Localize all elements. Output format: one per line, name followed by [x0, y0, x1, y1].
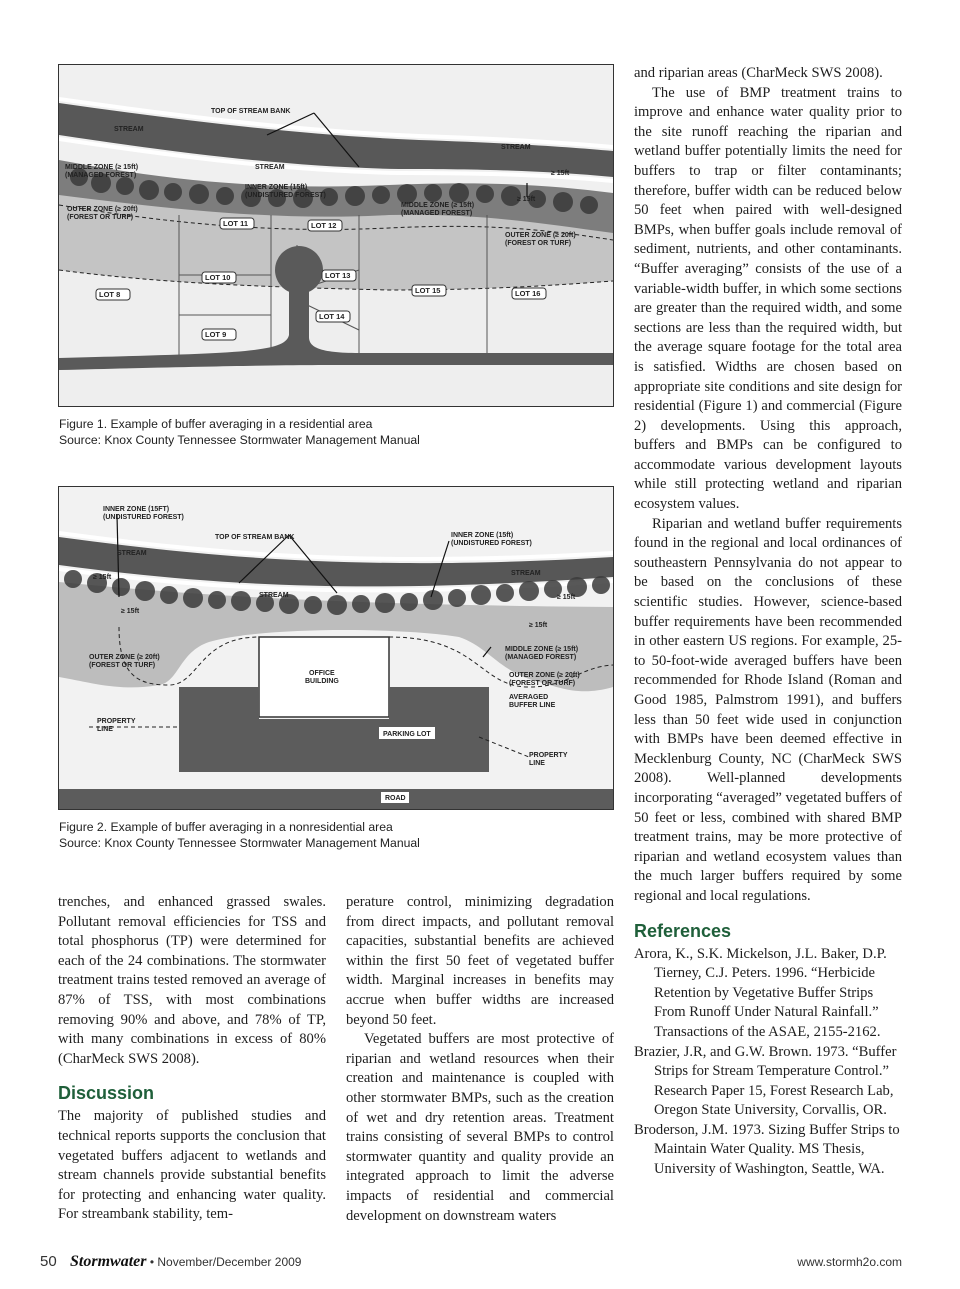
reference-item: Arora, K., S.K. Mickelson, J.L. Baker, D.P. Tierney, C.J. Peters. 1996. “Herbicide Retention by Vegetative Buffer Strips From Runoff Under Natural Rainfall.” Transactions of the ASAE, 2155-2162. [634, 945, 887, 1040]
fig1-stream-label: STREAM [255, 164, 285, 171]
middle-column-paragraph: perature control, minimizing degradation from direct impacts, and pollutant removal capacities, substantial benefits are achieved within the first 50 feet of vegetated buffer width. Marginal increases in benefits may accrue when buffer widths are increased beyond 50 feet. [346, 894, 614, 1028]
fig1-dimension-label: ≥ 15ft [517, 196, 536, 203]
right-column-paragraph: and riparian areas (CharMeck SWS 2008). [634, 65, 883, 81]
lot-label: LOT 14 [319, 312, 345, 321]
fig2-dimension-label: ≥ 15ft [557, 594, 576, 601]
figure-1-caption [59, 416, 613, 448]
left-column [58, 893, 326, 1225]
figure-1 [58, 64, 614, 407]
fig2-averaged-buffer-label: AVERAGED [509, 694, 549, 701]
fig1-outer-zone-right-label-2: (FOREST OR TURF) [505, 240, 572, 247]
lot-label: LOT 12 [311, 221, 337, 230]
references-heading: References [634, 920, 732, 941]
middle-column-paragraph: Vegetated buffers are most protective of riparian and wetland resources when their creation and maintenance is coupled with other stormwater BMPs, such as the creation of wet and dry retention areas. Treatment trains consisting of several BMPs to control stormwater quantity and quality provide an integrated approach to limit the adverse impacts of residential and commercial development on downstream waters [346, 1031, 614, 1224]
fig2-property-line-left-label: PROPERTY [97, 718, 136, 725]
footer-bullet: • [149, 1255, 155, 1269]
fig2-property-line-left-label-2: LINE [97, 726, 113, 733]
figure-2-diagram [59, 487, 613, 809]
figure-2-caption [59, 819, 613, 851]
fig2-dimension-label: ≥ 15ft [93, 574, 112, 581]
fig1-stream-label: STREAM [501, 144, 531, 151]
right-column-paragraph: The use of BMP treatment trains to improve and enhance water quality prior to the site runoff reaching the riparian and wetland buffer potentially limits the need for buffers to trap or filter contaminants; therefore, buffer width can be reduced below 50 feet when paired with well-designed BMPs, when buffer goals include removal of sediment, nutrients, and other contaminants. “Buffer averaging” consists of the use of a variable-width buffer, in which some sections are greater than the required width, and some sections are less than the required width, but the average square footage for the total area is satisfied. Widths are chosen based on appropriate site conditions and site design for residential (Figure 1) and commercial (Figure 2) developments. Using this approach, buffers and BMPs can be configured to accommodate various development layouts while still protecting wetland and riparian ecosystem values. [634, 84, 902, 513]
fig2-top-of-stream-bank-label: TOP OF STREAM BANK [215, 534, 295, 541]
fig2-outer-zone-left-label: OUTER ZONE (≥ 20ft) [89, 654, 160, 661]
fig1-dimension-label: ≥ 15ft [551, 170, 570, 177]
fig2-property-line-right-label: PROPERTY [529, 752, 568, 759]
lot-label: LOT 16 [515, 289, 541, 298]
fig2-stream-label: STREAM [259, 592, 289, 599]
figure-1-caption-source: Source: Knox County Tennessee Stormwater Management Manual [59, 433, 420, 447]
footer-url: www.stormh2o.com [797, 1255, 902, 1269]
fig1-outer-zone-left-label-2: (FOREST OR TURF) [67, 214, 134, 221]
lot-label: LOT 13 [325, 271, 351, 280]
fig2-middle-zone-right-label-2: (MANAGED FOREST) [505, 654, 577, 661]
fig1-middle-zone-left-label: MIDDLE ZONE (≥ 15ft) [65, 164, 139, 171]
lot-label: LOT 11 [223, 219, 249, 228]
fig2-stream-label: STREAM [117, 550, 147, 557]
fig2-dimension-label: ≥ 15ft [529, 622, 548, 629]
fig1-inner-zone-label-2: (UNDISTURED FOREST) [245, 192, 326, 199]
fig1-stream-label: STREAM [114, 126, 144, 133]
figure-2 [58, 486, 614, 810]
fig2-outer-zone-right-label-2: (FOREST OR TURF) [509, 680, 576, 687]
fig2-inner-zone-right-label: INNER ZONE (15ft) [451, 532, 514, 539]
fig2-office-building-label-2: BUILDING [305, 678, 339, 685]
fig1-middle-zone-left-label-2: (MANAGED FOREST) [65, 172, 137, 179]
fig2-inner-zone-left-label-2: (UNDISTURED FOREST) [103, 514, 184, 521]
left-column-paragraph: The majority of published studies and technical reports supports the conclusion that vegetated buffers adjacent to wetlands and stream channels provide substantial benefits for protecting and enhancing water quality. For streambank stability, tem- [58, 1108, 326, 1223]
fig1-top-of-stream-bank-label: TOP OF STREAM BANK [211, 108, 291, 115]
magazine-name: Stormwater [70, 1253, 147, 1270]
fig1-outer-zone-left-label: OUTER ZONE (≥ 20ft) [67, 206, 138, 213]
fig2-inner-zone-right-label-2: (UNDISTURED FOREST) [451, 540, 532, 547]
fig2-parking-lot-label: PARKING LOT [383, 731, 431, 738]
figure-2-caption-source: Source: Knox County Tennessee Stormwater Management Manual [59, 836, 420, 850]
lot-label: LOT 9 [205, 330, 227, 339]
lot-label: LOT 10 [205, 273, 231, 282]
reference-item: Brazier, J.R, and G.W. Brown. 1973. “Buffer Strips for Stream Temperature Control.” Research Paper 15, Forest Research Lab, Oregon State University, Corvallis, OR. [634, 1043, 897, 1119]
fig2-middle-zone-right-label: MIDDLE ZONE (≥ 15ft) [505, 646, 579, 653]
figure-1-diagram [59, 65, 613, 406]
right-column-paragraph: Riparian and wetland buffer requirements found in the regional and local ordinances of southeastern Pennsylvania do not appear to be based on the conclusions of these scientific studies. However, science-based buffer requirements have been recommended in other eastern US regions. For example, 25- to 50-foot-wide averaged buffers have been recommended for Rhode Island (Roman and Good 1985, Palmstrom 1991), and buffers less than 50 feet wide used in conjunction with BMPs have been deemed effective in Mecklenburg County, NC (CharMeck SWS 2008). Well-planned developments incorporating “averaged” vegetated buffers of 50 feet or less, combined with shared BMP treatment trains, may be more protective of riparian and wetland ecosystem values than the much larger buffers required by some regional and local regulations. [634, 515, 902, 904]
fig1-middle-zone-right-label-2: (MANAGED FOREST) [401, 210, 473, 217]
discussion-heading: Discussion [58, 1083, 155, 1104]
figure-1-caption-title: Figure 1. Example of buffer averaging in a residential area [59, 417, 373, 431]
page-footer [40, 1253, 902, 1271]
fig1-inner-zone-label: INNER ZONE (15ft) [245, 184, 308, 191]
fig1-outer-zone-right-label: OUTER ZONE (≥ 20ft) [505, 232, 576, 239]
fig2-dimension-label: ≥ 15ft [121, 608, 140, 615]
fig2-averaged-buffer-label-2: BUFFER LINE [509, 702, 556, 709]
fig2-property-line-right-label-2: LINE [529, 760, 545, 767]
fig2-inner-zone-left-label: INNER ZONE (15FT) [103, 506, 170, 513]
fig2-road-label: ROAD [385, 795, 406, 802]
lot-label: LOT 8 [99, 290, 121, 299]
figure-2-caption-title: Figure 2. Example of buffer averaging in a nonresidential area [59, 820, 393, 834]
right-column [634, 64, 902, 1180]
lot-label: LOT 15 [415, 286, 441, 295]
reference-item: Broderson, J.M. 1973. Sizing Buffer Strips to Maintain Water Quality. MS Thesis, University of Washington, Seattle, WA. [634, 1121, 900, 1178]
issue-date: November/December 2009 [157, 1255, 302, 1269]
left-column-paragraph: trenches, and enhanced grassed swales. Pollutant removal efficiencies for TSS and total phosphorus (TP) were determined for each of the 24 combinations. The stormwater treatment trains tested removed an average of 87% of TSS, with most combinations removing 90% and above, and 78% of TP, with many combinations in excess of 80% (CharMeck SWS 2008). [58, 894, 326, 1067]
fig1-middle-zone-right-label: MIDDLE ZONE (≥ 15ft) [401, 202, 475, 209]
page-number: 50 [40, 1253, 57, 1270]
fig2-outer-zone-left-label-2: (FOREST OR TURF) [89, 662, 156, 669]
fig2-office-building-label: OFFICE [309, 670, 335, 677]
fig2-outer-zone-right-label: OUTER ZONE (≥ 20ft) [509, 672, 580, 679]
fig2-stream-label: STREAM [511, 570, 541, 577]
middle-column [346, 893, 614, 1226]
